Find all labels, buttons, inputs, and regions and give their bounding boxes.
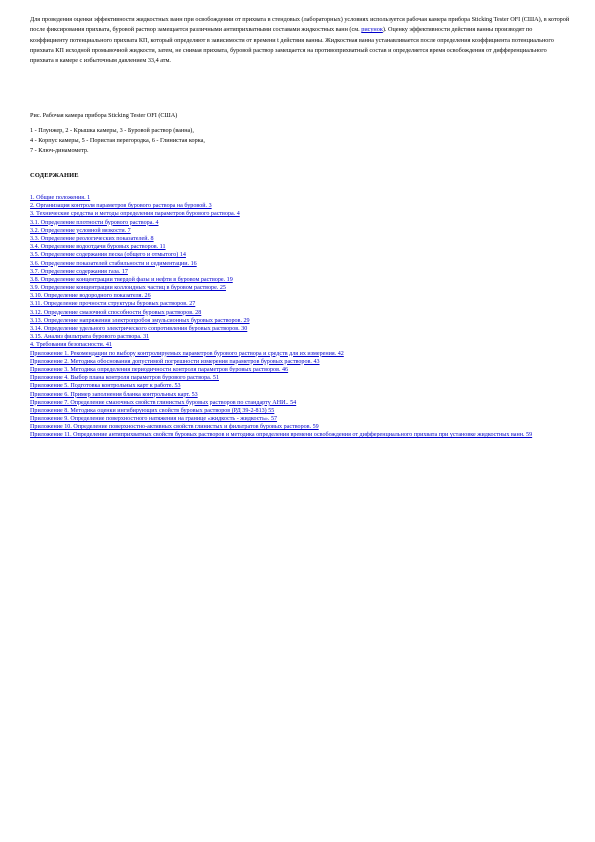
intro-paragraph — [30, 15, 570, 66]
toc-link[interactable]: 3.13. Определение напряжения электропробоя эмульсионных буровых растворов. 29 — [30, 317, 250, 324]
legend-line: 7 - Ключ-динамометр. — [30, 147, 89, 154]
legend-line: 1 - Плунжер, 2 - Крышка камеры, 3 - Буровой раствор (ванна), — [30, 127, 194, 134]
toc-link[interactable]: 3.6. Определение показателей стабильности и седиментации. 16 — [30, 260, 197, 267]
toc-link[interactable]: Приложение 9. Определение поверхностного натяжения на границе «жидкость - жидкость». 57 — [30, 416, 278, 423]
intro-text-after: ). Оценку эффективности действия ванны производят по коэффициенту потенциального прихвата КП, который определяют в зависимости от времени t действия ванны. Жидкостная ванна устанавливается после определения коэффициента потенциального прихвата КП исходной промывочной жидкости, затем, не снимая прихвата, буровой раствор замещается на противоприхватный состав и определяется время освобождения от дифференциального прихвата в камере с избыточным давлением 33,4 атм. — [30, 26, 554, 65]
toc-link[interactable]: 3.3. Определение реологических показателей. 8 — [30, 235, 154, 242]
toc-link[interactable]: Приложение 4. Выбор плана контроля параметров бурового раствора. 51 — [30, 375, 219, 382]
table-of-contents — [30, 194, 570, 440]
toc-link[interactable]: 3.12. Определение смазочной способности буровых растворов. 28 — [30, 309, 202, 316]
toc-link[interactable]: Приложение 2. Методика обоснования допустимой погрешности измерения параметров буровых растворов. 43 — [30, 358, 320, 365]
toc-link[interactable]: 3.2. Определение условной вязкости. 7 — [30, 227, 131, 234]
toc-link[interactable]: Приложение 11. Определение антиприхватных свойств буровых растворов и методика определения времени освобождения от дифференциального прихвата при установке жидкостных ванн. 59 — [30, 432, 533, 439]
figure-legend — [30, 126, 570, 156]
toc-link[interactable]: Приложение 5. Подготовка контрольных карт к работе. 53 — [30, 383, 181, 390]
toc-link[interactable]: 3.8. Определение концентрации твердой фазы и нефти в буровом растворе. 19 — [30, 276, 233, 283]
figure-link[interactable]: рисунок — [361, 26, 383, 34]
toc-link[interactable]: 3.15. Анализ фильтрата бурового раствора. 31 — [30, 334, 150, 341]
toc-link[interactable]: Приложение 1. Рекомендации по выбору контролируемых параметров бурового раствора и средств для их измерения. 42 — [30, 350, 344, 357]
toc-link[interactable]: Приложение 3. Методика определения периодичности контроля параметров буровых растворов. 46 — [30, 366, 289, 373]
toc-link[interactable]: Приложение 8. Методика оценки ингибирующих свойств буровых растворов (РД 39-2-813) 55 — [30, 407, 275, 414]
toc-title: СОДЕРЖАНИЕ — [30, 172, 79, 179]
figure-caption: Рис. Рабочая камера прибора Sticking Tester OFI (США) — [30, 112, 178, 119]
toc-link[interactable]: 3.1. Определение плотности бурового раствора. 4 — [30, 219, 159, 226]
toc-link[interactable]: Приложение 10. Определение поверхностно-активных свойств глинистых и фильтратов буровых растворов. 59 — [30, 424, 319, 431]
legend-line: 4 - Корпус камеры, 5 - Пористая перегородка, 6 - Глинистая корка, — [30, 137, 205, 144]
toc-link[interactable]: 2. Организация контроля параметров бурового раствора на буровой. 3 — [30, 203, 212, 210]
toc-link[interactable]: 3.9. Определение концентрации коллоидных частиц в буровом растворе. 25 — [30, 285, 226, 292]
intro-text-before: Для проведения оценки эффективности жидкостных ванн при освобождении от прихвата в стендовых (лабораторных) условиях используется рабочая камера прибора Sticking Tester OFI (США), в которой после фиксирования прихвата, буровой раствор замещается различными антиприхватными составами жидкостных ванн (см. — [30, 16, 570, 34]
toc-link[interactable]: 3.14. Определение удельного электрического сопротивления буровых растворов. 30 — [30, 326, 248, 332]
toc-link[interactable]: 3.5. Определение содержания песка (общего и отмытого) 14 — [30, 252, 186, 259]
toc-link[interactable]: Приложение 7. Определение смазочных свойств глинистых буровых растворов по стандарту АНИ.. 54 — [30, 399, 297, 406]
toc-link[interactable]: 1. Общие положения. 1 — [30, 195, 91, 201]
toc-link[interactable]: Приложение 6. Пример заполнения бланка контрольных карт. 53 — [30, 391, 198, 398]
toc-link[interactable]: 3.7. Определение содержания газа. 17 — [30, 268, 128, 275]
toc-link[interactable]: 3. Технические средства и методы определения параметров бурового раствора. 4 — [30, 211, 240, 218]
toc-link[interactable]: 4. Требования безопасности. 41 — [30, 342, 112, 349]
toc-link[interactable]: 3.10. Определение водородного показателя. 26 — [30, 293, 151, 300]
toc-link[interactable]: 3.11. Определение прочности структуры буровых растворов. 27 — [30, 301, 196, 308]
toc-link[interactable]: 3.4. Определение водоотдачи буровых растворов. 11 — [30, 244, 166, 251]
